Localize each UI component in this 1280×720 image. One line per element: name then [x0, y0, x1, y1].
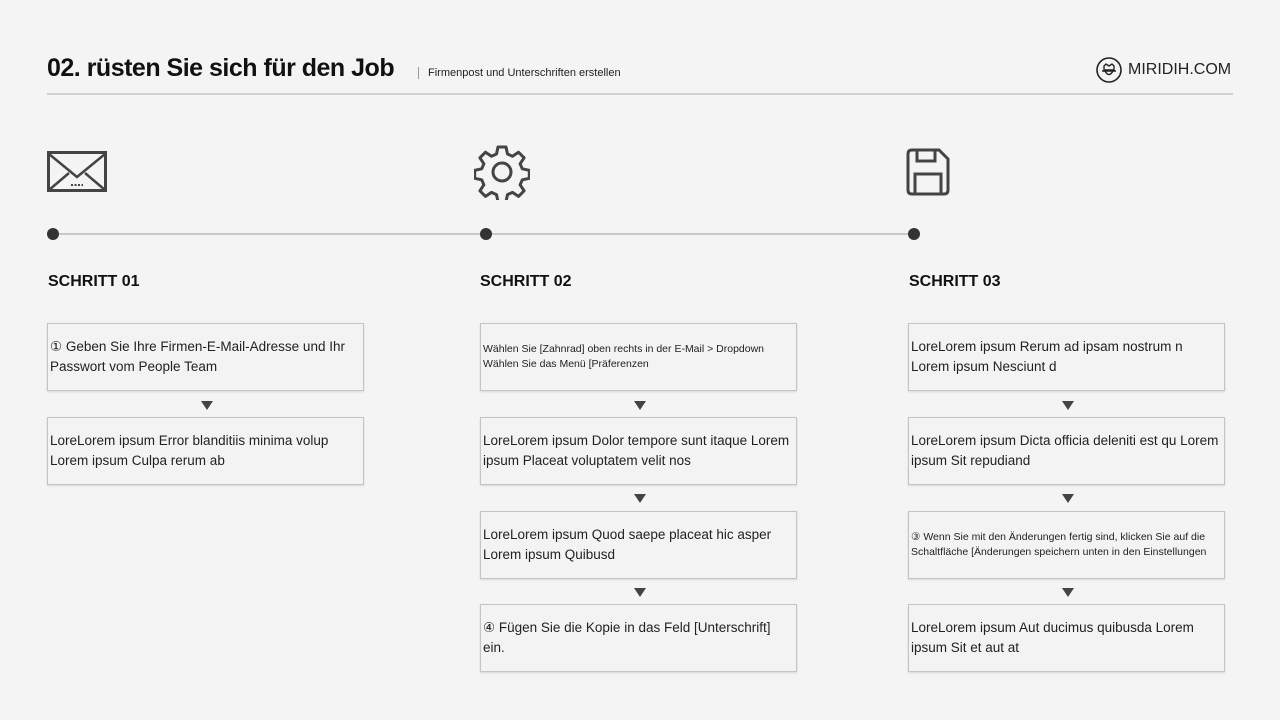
arrow-down-icon [634, 588, 646, 597]
step-box: ④ Fügen Sie die Kopie in das Feld [Unterschrift] ein. [480, 604, 797, 672]
arrow-down-icon [634, 494, 646, 503]
title-divider [418, 67, 419, 79]
step-3-label: SCHRITT 03 [909, 273, 1001, 290]
arrow-down-icon [634, 401, 646, 410]
page-subtitle: Firmenpost und Unterschriften erstellen [428, 67, 621, 79]
step-box: LoreLorem ipsum Rerum ad ipsam nostrum n Lorem ipsum Nesciunt d [908, 323, 1225, 391]
step-2-label: SCHRITT 02 [480, 273, 572, 290]
step-box: LoreLorem ipsum Quod saepe placeat hic asper Lorem ipsum Quibusd [480, 511, 797, 579]
arrow-down-icon [1062, 588, 1074, 597]
step-box: ① Geben Sie Ihre Firmen-E-Mail-Adresse und Ihr Passwort vom People Team [47, 323, 364, 391]
arrow-down-icon [201, 401, 213, 410]
page-title: 02. rüsten Sie sich für den Job [47, 54, 395, 82]
logo-text: MIRIDIH.COM [1128, 61, 1232, 78]
step-box: LoreLorem ipsum Dicta officia deleniti est qu Lorem ipsum Sit repudiand [908, 417, 1225, 485]
step-box: Wählen Sie [Zahnrad] oben rechts in der E-Mail > Dropdown Wählen Sie das Menü [Präferenzen [480, 323, 797, 391]
timeline-dot [47, 228, 59, 240]
timeline-dot [480, 228, 492, 240]
gear-icon [474, 144, 530, 200]
header-divider [47, 93, 1233, 95]
mail-icon [47, 151, 107, 193]
brand-logo [1096, 57, 1231, 83]
logo-icon [1096, 57, 1122, 83]
timeline-dot [908, 228, 920, 240]
save-icon [906, 148, 950, 196]
step-box: LoreLorem ipsum Error blanditiis minima volup Lorem ipsum Culpa rerum ab [47, 417, 364, 485]
arrow-down-icon [1062, 494, 1074, 503]
step-box: LoreLorem ipsum Aut ducimus quibusda Lorem ipsum Sit et aut at [908, 604, 1225, 672]
step-box: LoreLorem ipsum Dolor tempore sunt itaque Lorem ipsum Placeat voluptatem velit nos [480, 417, 797, 485]
step-box: ③ Wenn Sie mit den Änderungen fertig sind, klicken Sie auf die Schaltfläche [Änderungen speichern unten in den Einstellungen [908, 511, 1225, 579]
arrow-down-icon [1062, 401, 1074, 410]
step-1-label: SCHRITT 01 [48, 273, 140, 290]
